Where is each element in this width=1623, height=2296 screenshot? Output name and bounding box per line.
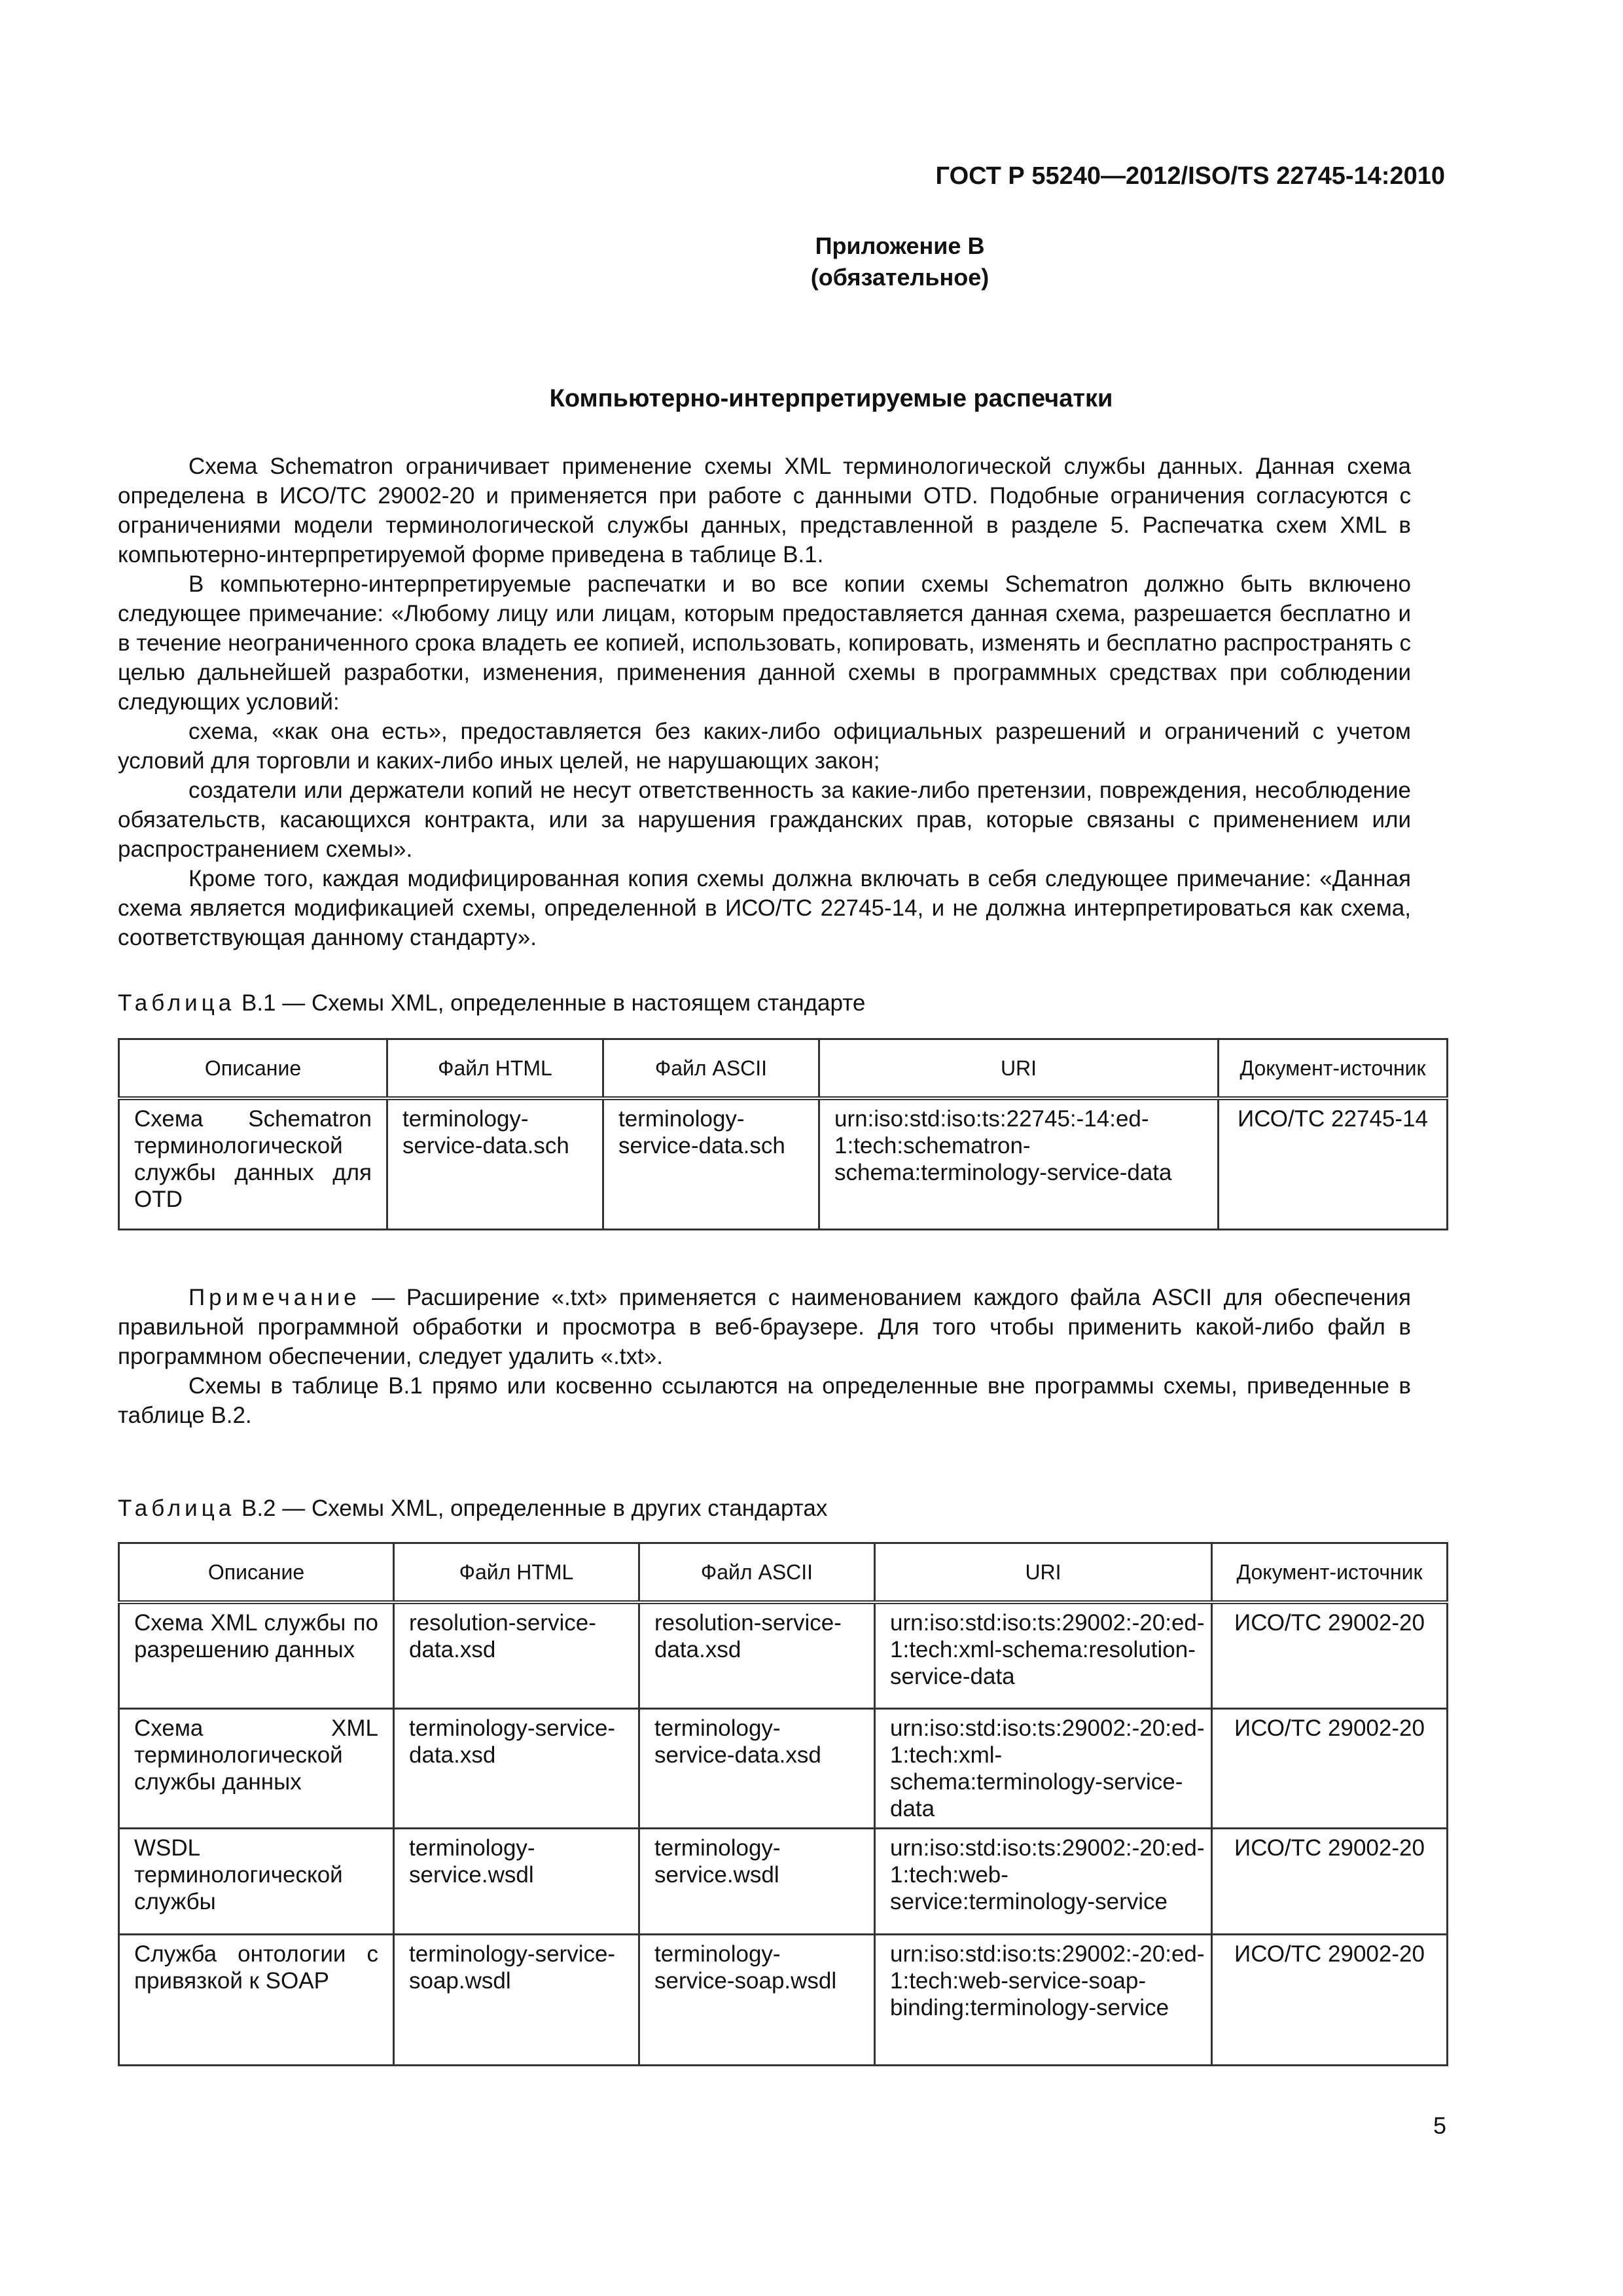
table-cell: WSDL терминологической службы	[119, 1828, 394, 1934]
standard-header: ГОСТ Р 55240—2012/ISO/TS 22745-14:2010	[935, 162, 1445, 190]
annex-heading	[0, 230, 1623, 293]
table-cell: ИСО/ТС 29002-20	[1212, 1828, 1448, 1934]
table-cell: urn:iso:std:iso:ts:29002:-20:ed-1:tech:xml-schema:resolution-service-data	[875, 1602, 1212, 1708]
table-cell: Схема XML службы по разрешению данных	[119, 1602, 394, 1708]
section-title-text: Компьютерно-интерпретируемые распечатки	[549, 385, 1113, 412]
table-cell: urn:iso:std:iso:ts:29002:-20:ed-1:tech:xml-schema:terminology-service-data	[875, 1708, 1212, 1828]
table1-caption-label: Таблица	[118, 990, 236, 1016]
page-number: 5	[1433, 2112, 1446, 2139]
table-row	[119, 1098, 1448, 1229]
header-cell: Документ-источник	[1212, 1543, 1448, 1603]
table-cell: terminology-service.wsdl	[639, 1828, 875, 1934]
paragraph: Схема Schematron ограничивает применение схемы XML терминологической службы данных. Данная схема определена в ИСО/ТС 29002-20 и применяется при работе с данными OTD. Подобные ограничения согласуются с ограничениями модели терминологической службы данных, представленной в разделе 5. Распечатка схем XML в компьютерно-интерпретируемой форме приведена в таблице В.1.	[118, 454, 1411, 567]
table-cell: terminology-service-soap.wsdl	[639, 1934, 875, 2065]
paragraph: создатели или держатели копий не несут ответственность за какие-либо претензии, повреждения, несоблюдение обязательств, касающихся контракта, или за нарушения гражданских прав, которые связаны с применением или распространением схемы».	[118, 778, 1411, 862]
table-cell: ИСО/ТС 29002-20	[1212, 1602, 1448, 1708]
table-b2	[118, 1542, 1448, 2066]
table1-caption	[118, 988, 865, 1018]
paragraph: В компьютерно-интерпретируемые распечатки и во все копии схемы Schematron должно быть включено следующее примечание: «Любому лицу или лицам, которым предоставляется данная схема, разрешается бесплатно и в течение неограниченного срока владеть ее копией, использовать, копировать, изменять и бесплатно распространять с целью дальнейшей разработки, изменения, применения данной схемы в программных средствах при соблюдении следующих условий:	[118, 571, 1411, 715]
table-row	[119, 1708, 1448, 1828]
note-label: Примечание	[188, 1285, 361, 1310]
table-cell: urn:iso:std:iso:ts:29002:-20:ed-1:tech:web-service-soap-binding:terminology-service	[875, 1934, 1212, 2065]
table-cell: Служба онтологии с привязкой к SOAP	[119, 1934, 394, 2065]
table-cell: ИСО/ТС 29002-20	[1212, 1934, 1448, 2065]
header-cell: Файл HTML	[387, 1039, 603, 1099]
table-cell: terminology-service-data.sch	[387, 1098, 603, 1229]
table-cell: terminology-service-data.sch	[603, 1098, 819, 1229]
header-cell: URI	[819, 1039, 1219, 1099]
note-paragraph	[118, 1283, 1411, 1371]
table-cell: resolution-service-data.xsd	[394, 1602, 639, 1708]
table2-caption-text: В.2 — Схемы XML, определенные в других стандартах	[241, 1496, 828, 1521]
note-follow: Схемы в таблице В.1 прямо или косвенно ссылаются на определенные вне программы схемы, приведенные в таблице В.2.	[118, 1373, 1411, 1428]
table2-caption-label: Таблица	[118, 1496, 236, 1521]
table-cell: terminology-service.wsdl	[394, 1828, 639, 1934]
table-cell: resolution-service-data.xsd	[639, 1602, 875, 1708]
header-cell: Файл ASCII	[639, 1543, 875, 1603]
table-cell: terminology-service-data.xsd	[639, 1708, 875, 1828]
table-cell: urn:iso:std:iso:ts:29002:-20:ed-1:tech:web-service:terminology-service	[875, 1828, 1212, 1934]
table-cell: Схема Schematron терминологической службы данных для OTD	[119, 1098, 387, 1229]
header-cell: Описание	[119, 1543, 394, 1603]
table-header-row	[119, 1543, 1448, 1603]
header-cell: Файл HTML	[394, 1543, 639, 1603]
section-title	[0, 383, 1623, 414]
table-row	[119, 1934, 1448, 2065]
annex-title: Приложение В	[815, 232, 985, 259]
table-row	[119, 1828, 1448, 1934]
header-cell: Описание	[119, 1039, 387, 1099]
table-cell: ИСО/ТС 22745-14	[1219, 1098, 1448, 1229]
table-header-row	[119, 1039, 1448, 1099]
annex-status: (обязательное)	[810, 264, 990, 291]
table2-caption	[118, 1494, 827, 1523]
table-cell: ИСО/ТС 29002-20	[1212, 1708, 1448, 1828]
table-cell: Схема XML терминологической службы данных	[119, 1708, 394, 1828]
body-text	[118, 452, 1411, 952]
header-cell: URI	[875, 1543, 1212, 1603]
paragraph: схема, «как она есть», предоставляется без каких-либо официальных разрешений и ограничений с учетом условий для торговли и каких-либо иных целей, не нарушающих закон;	[118, 719, 1411, 774]
table-b1	[118, 1038, 1448, 1230]
table-cell: terminology-service-soap.wsdl	[394, 1934, 639, 2065]
header-cell: Документ-источник	[1219, 1039, 1448, 1099]
table-cell: terminology-service-data.xsd	[394, 1708, 639, 1828]
header-cell: Файл ASCII	[603, 1039, 819, 1099]
table-row	[119, 1602, 1448, 1708]
note-block	[118, 1283, 1411, 1430]
note-text: — Расширение «.txt» применяется с наименованием каждого файла ASCII для обеспечения правильной программной обработки и просмотра в веб-браузере. Для того чтобы применить какой-либо файл в программном обеспечении, следует удалить «.txt».	[118, 1285, 1412, 1369]
paragraph: Кроме того, каждая модифицированная копия схемы должна включать в себя следующее примечание: «Данная схема является модификацией схемы, определенной в ИСО/ТС 22745-14, и не должна интерпретироваться как схема, соответствующая данному стандарту».	[118, 866, 1411, 950]
table-cell: urn:iso:std:iso:ts:22745:-14:ed-1:tech:schematron-schema:terminology-service-data	[819, 1098, 1219, 1229]
table1-caption-text: В.1 — Схемы XML, определенные в настоящем стандарте	[241, 990, 866, 1016]
